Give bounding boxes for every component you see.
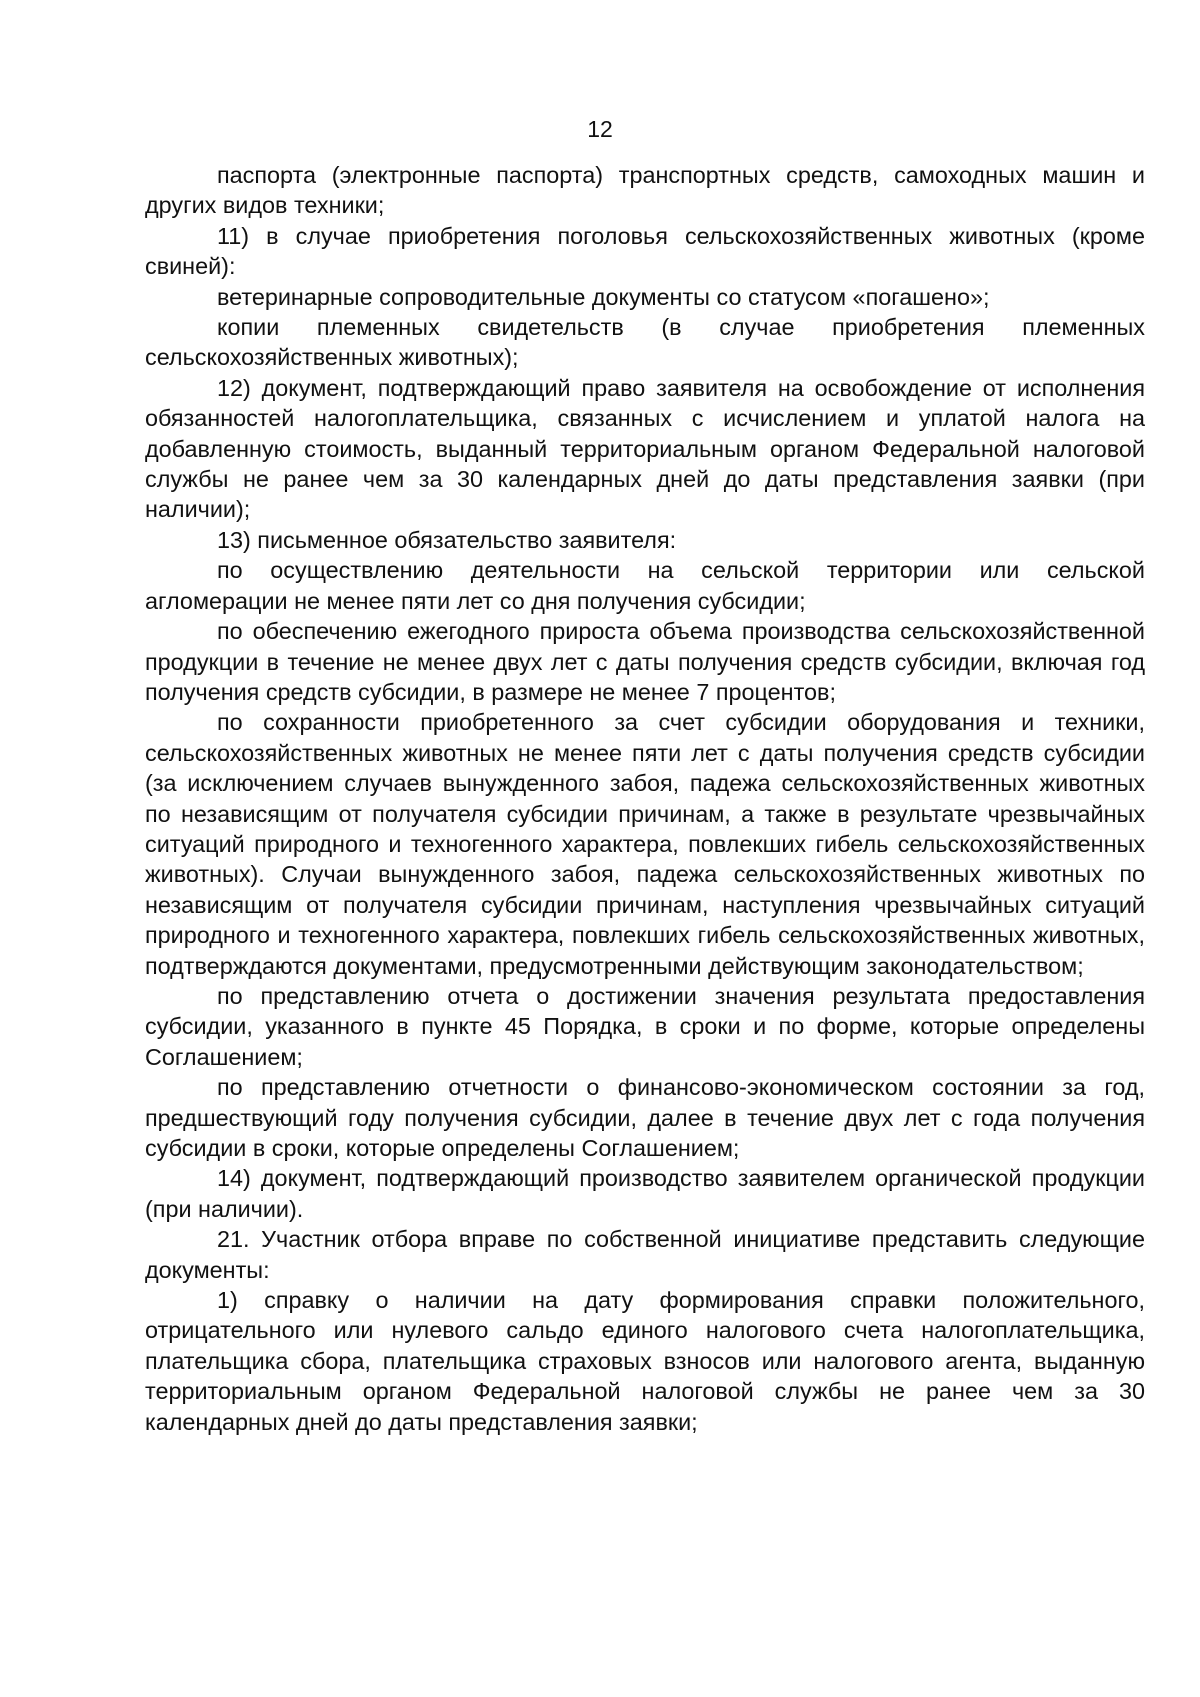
paragraph-item-13: 13) письменное обязательство заявителя: bbox=[217, 526, 677, 553]
paragraph-production-growth: по обеспечению ежегодного прироста объема производства сельскохозяйственной продукции в течение не менее двух лет с даты получения средств субсидии, включая год получения средств субсидии, в размере не менее 7 процентов; bbox=[145, 618, 1145, 705]
document-body bbox=[145, 160, 1145, 1437]
page-number: 12 bbox=[587, 116, 613, 142]
paragraph-vet-documents: ветеринарные сопроводительные документы со статусом «погашено»; bbox=[217, 283, 990, 310]
paragraph-passports: паспорта (электронные паспорта) транспортных средств, самоходных машин и других видов техники; bbox=[145, 162, 1145, 219]
paragraph-item-11: 11) в случае приобретения поголовья сельскохозяйственных животных (кроме свиней): bbox=[145, 222, 1145, 280]
paragraph-financial-report: по представлению отчетности о финансово-экономическом состоянии за год, предшествующий году получения субсидии, далее в течение двух лет с года получения субсидии в сроки, которые определены Соглашением; bbox=[145, 1074, 1145, 1161]
paragraph-item-12: 12) документ, подтверждающий право заявителя на освобождение от исполнения обязанностей налогоплательщика, связанных с исчислением и уплатой налога на добавленную стоимость, выданный территориальным органом Федеральной налоговой службы не ранее чем за 30 календарных дней до даты представления заявки (при наличии); bbox=[145, 374, 1145, 523]
paragraph-asset-preservation: по сохранности приобретенного за счет субсидии оборудования и техники, сельскохозяйственных животных не менее пяти лет с даты получения средств субсидии (за исключением случаев вынужденного забоя, падежа сельскохозяйственных животных по независящим от получателя субсидии причинам, а также в результате чрезвычайных ситуаций природного и техногенного характера, повлекших гибель сельскохозяйственных животных). Случаи вынужденного забоя, падежа сельскохозяйственных животных по независящим от получателя субсидии причинам, наступления чрезвычайных ситуаций природного и техногенного характера, повлекших гибель сельскохозяйственных животных, подтверждаются документами, предусмотренными действующим законодательством; bbox=[145, 709, 1145, 979]
paragraph-breeding-certificates: копии племенных свидетельств (в случае приобретения племенных сельскохозяйственных животных); bbox=[145, 314, 1145, 371]
paragraph-item-14: 14) документ, подтверждающий производство заявителем органической продукции (при наличии). bbox=[145, 1165, 1145, 1222]
paragraph-section-21: 21. Участник отбора вправе по собственной инициативе представить следующие документы: bbox=[145, 1226, 1145, 1283]
paragraph-tax-balance-certificate: 1) справку о наличии на дату формирования справки положительного, отрицательного или нулевого сальдо единого налогового счета налогоплательщика, плательщика сбора, плательщика страховых взносов или налогового агента, выданную территориальным органом Федеральной налоговой службы не ранее чем за 30 календарных дней до даты представления заявки; bbox=[145, 1287, 1145, 1435]
paragraph-result-report: по представлению отчета о достижении значения результата предоставления субсидии, указанного в пункте 45 Порядка, в сроки и по форме, которые определены Соглашением; bbox=[145, 982, 1145, 1070]
paragraph-rural-activity: по осуществлению деятельности на сельской территории или сельской агломерации не менее пяти лет со дня получения субсидии; bbox=[145, 557, 1145, 614]
